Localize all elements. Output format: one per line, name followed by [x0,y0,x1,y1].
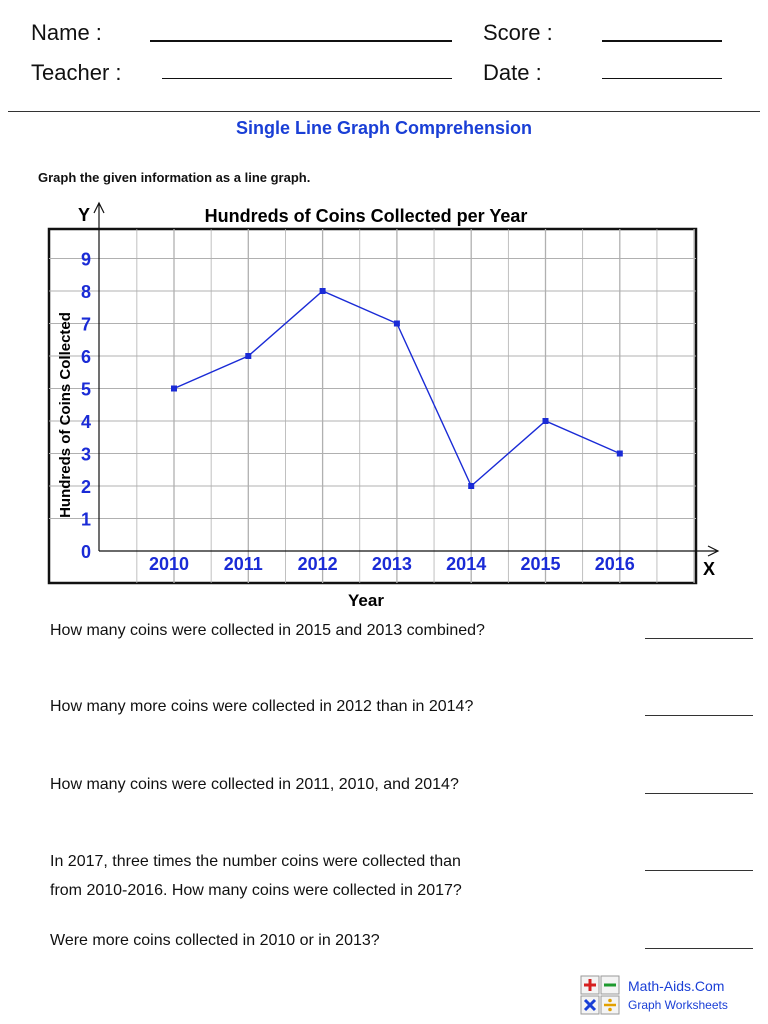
answer-line-1[interactable] [645,638,753,639]
x-tick-label: 2013 [371,554,412,574]
chart-frame [49,229,696,583]
score-label: Score : [483,20,553,45]
question-4-line-2: from 2010-2016. How many coins were collected in 2017? [50,882,462,899]
data-point [543,418,549,424]
answer-line-5[interactable] [645,948,753,949]
worksheet-title: Single Line Graph Comprehension [235,118,533,138]
x-tick-label: 2012 [297,554,338,574]
question-2: How many more coins were collected in 2012 than in 2014? [50,698,474,715]
x-axis-letter: X [702,559,716,579]
y-tick-label: 8 [80,282,92,302]
teacher-label: Teacher : [31,60,122,85]
answer-line-2[interactable] [645,715,753,716]
brand-name: Math-Aids.Com [628,978,725,994]
x-axis-label: Year [348,591,384,610]
chart-title: Hundreds of Coins Collected per Year [204,206,528,226]
name-field[interactable] [150,40,452,42]
y-axis-letter: Y [77,205,91,225]
y-axis-label: Hundreds of Coins Collected [57,312,74,518]
y-tick-label: 1 [80,509,92,530]
y-tick-label: 2 [80,477,92,497]
data-point [245,353,251,359]
instructions: Graph the given information as a line graph. [38,170,311,185]
question-3: How many coins were collected in 2011, 2010, and 2014? [50,776,459,793]
question-5: Were more coins collected in 2010 or in 2013? [50,932,380,949]
question-4-line-1: In 2017, three times the number coins were collected than [50,853,461,870]
question-1: How many coins were collected in 2015 and 2013 combined? [50,622,485,639]
answer-line-4[interactable] [645,870,753,871]
header-divider [8,111,760,112]
date-label: Date : [483,60,542,85]
line-chart [0,195,768,620]
brand-subtitle: Graph Worksheets [628,998,728,1012]
date-field[interactable] [602,78,722,79]
math-aids-logo-icon [580,975,622,1017]
data-point [617,451,623,457]
x-tick-label: 2010 [148,554,190,574]
name-label: Name : [31,20,102,45]
teacher-field[interactable] [162,78,452,79]
answer-line-3[interactable] [645,793,753,794]
y-tick-label: 6 [80,347,92,367]
y-tick-label: 3 [80,444,92,465]
y-tick-label: 7 [80,314,92,335]
data-point [171,386,177,392]
y-tick-label: 5 [80,379,92,400]
data-point [320,288,326,294]
score-field[interactable] [602,40,722,42]
x-tick-label: 2016 [594,554,635,574]
x-tick-label: 2015 [520,554,561,574]
data-point [394,321,400,327]
y-tick-label: 4 [80,412,92,432]
x-tick-label: 2014 [446,554,487,574]
y-tick-label: 0 [80,542,92,562]
data-point [468,483,474,489]
x-tick-label: 2011 [223,554,263,574]
y-tick-label: 9 [80,249,92,270]
